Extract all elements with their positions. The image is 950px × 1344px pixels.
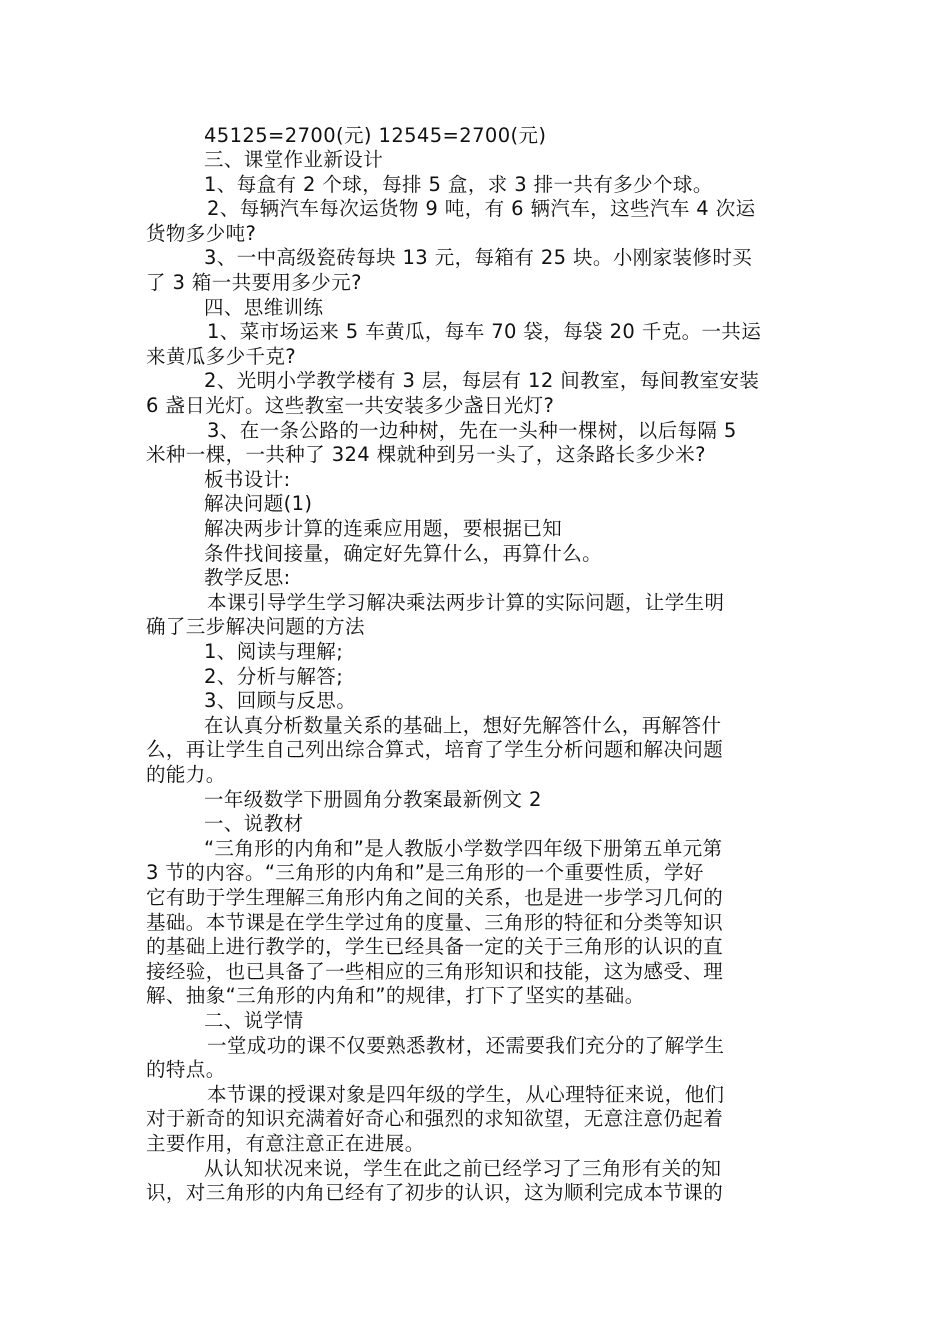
text-line: 主要作用，有意注意正在进展。: [146, 1132, 425, 1155]
text-line: 么，再让学生自己列出综合算式，培育了学生分析问题和解决问题: [146, 738, 724, 761]
text-line: 3、在一条公路的一边种树，先在一头种一棵树，以后每隔 5: [207, 419, 737, 442]
text-line: 接经验，也已具备了一些相应的三角形知识和技能，这为感受、理: [146, 960, 724, 983]
text-line: 二、说学情: [204, 1009, 304, 1032]
text-line: 的基础上进行教学的，学生已经具备一定的关于三角形的认识的直: [146, 935, 724, 958]
text-line: 的特点。: [146, 1058, 226, 1081]
text-line: 从认知状况来说，学生在此之前已经学习了三角形有关的知: [204, 1157, 722, 1180]
text-line: 教学反思:: [204, 566, 291, 589]
text-line: 一堂成功的课不仅要熟悉教材，还需要我们充分的了解学生: [207, 1034, 725, 1057]
text-line: 识，对三角形的内角已经有了初步的认识，这为顺利完成本节课的: [146, 1181, 724, 1204]
text-line: 基础。本节课是在学生学过角的度量、三角形的特征和分类等知识: [146, 911, 724, 934]
text-line: 解决问题(1): [204, 492, 313, 515]
text-line: 板书设计:: [204, 468, 291, 491]
text-line: 解、抽象“三角形的内角和”的规律，打下了坚实的基础。: [146, 984, 645, 1007]
text-line: 本节课的授课对象是四年级的学生，从心理特征来说，他们: [207, 1083, 725, 1106]
text-line: 6 盏日光灯。这些教室一共安装多少盏日光灯?: [146, 394, 555, 417]
text-line: 四、思维训练: [204, 296, 324, 319]
text-line: 在认真分析数量关系的基础上，想好先解答什么，再解答什: [204, 714, 722, 737]
text-line: 条件找间接量，确定好先算什么，再算什么。: [204, 542, 603, 565]
text-line: 2、分析与解答;: [204, 665, 344, 688]
text-line: 一年级数学下册圆角分教案最新例文 2: [204, 788, 542, 811]
text-line: 2、每辆汽车每次运货物 9 吨，有 6 辆汽车，这些汽车 4 次运: [207, 197, 756, 220]
text-line: 一、说教材: [204, 812, 304, 835]
text-line: 3、一中高级瓷砖每块 13 元，每箱有 25 块。小刚家装修时买: [204, 246, 753, 269]
text-line: 2、光明小学教学楼有 3 层，每层有 12 间教室，每间教室安装: [204, 369, 760, 392]
text-line: 对于新奇的知识充满着好奇心和强烈的求知欲望，无意注意仍起着: [146, 1107, 724, 1130]
text-line: 1、菜市场运来 5 车黄瓜，每车 70 袋，每袋 20 千克。一共运: [207, 320, 762, 343]
text-line: 解决两步计算的连乘应用题，要根据已知: [204, 517, 563, 540]
text-line: 的能力。: [146, 763, 226, 786]
text-line: 1、每盒有 2 个球，每排 5 盒，求 3 排一共有多少个球。: [204, 173, 713, 196]
text-line: 1、阅读与理解;: [204, 640, 344, 663]
text-line: 了 3 箱一共要用多少元?: [146, 271, 362, 294]
text-line: 3、回顾与反思。: [204, 689, 357, 712]
text-line: 货物多少吨?: [146, 222, 257, 245]
text-line: 米种一棵，一共种了 324 棵就种到另一头了，这条路长多少米?: [146, 443, 706, 466]
text-line: 确了三步解决问题的方法: [146, 615, 365, 638]
text-line: 来黄瓜多少千克?: [146, 345, 297, 368]
text-line: 它有助于学生理解三角形内角之间的关系，也是进一步学习几何的: [146, 886, 724, 909]
text-line: 本课引导学生学习解决乘法两步计算的实际问题，让学生明: [207, 591, 725, 614]
text-line: 3 节的内容。“三角形的内角和”是三角形的一个重要性质，学好: [146, 861, 704, 884]
text-line: 三、课堂作业新设计: [204, 148, 384, 171]
text-line: 45125=2700(元) 12545=2700(元): [204, 124, 547, 147]
text-line: “三角形的内角和”是人教版小学数学四年级下册第五单元第: [204, 837, 723, 860]
